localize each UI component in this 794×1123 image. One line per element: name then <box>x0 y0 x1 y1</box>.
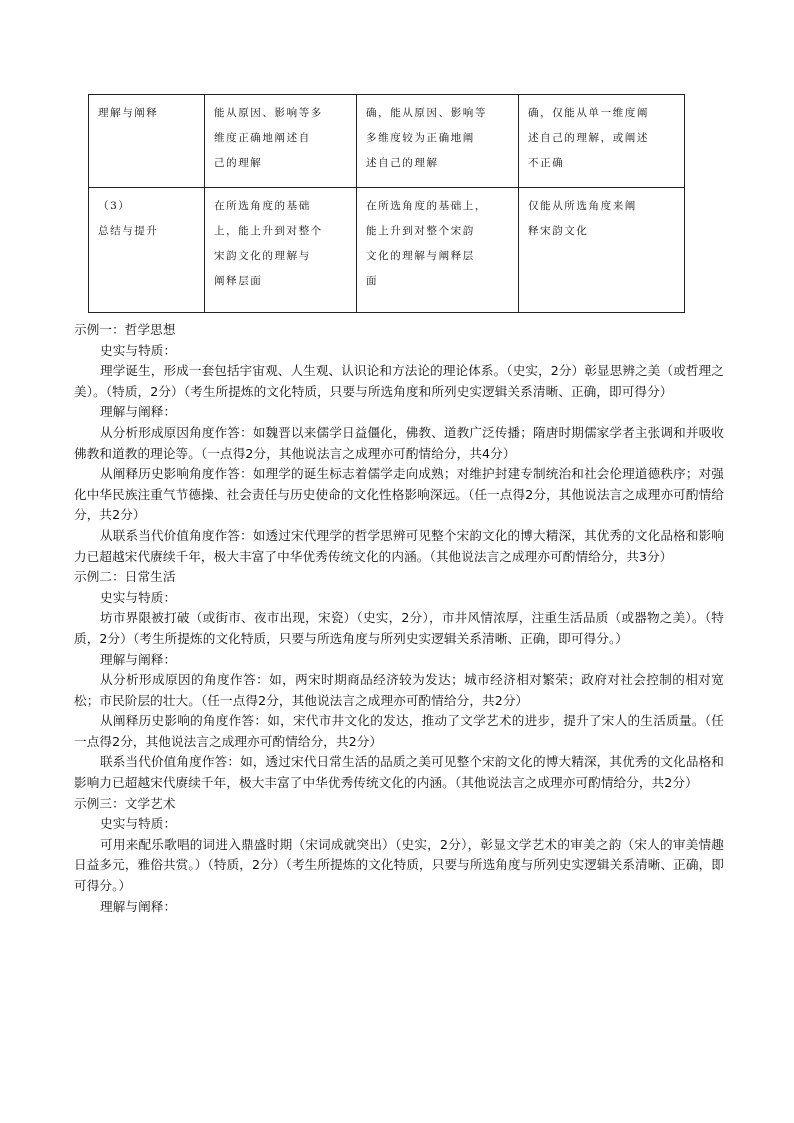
paragraph: 从阐释历史影响的角度作答：如，宋代市井文化的发达，推动了文学艺术的进步，提升了宋人的生活质量。（任一点得2分，其他说法言之成理亦可酌情给分，共2分） <box>74 713 724 749</box>
subheading: 史实与特质： <box>100 589 177 605</box>
paragraph: 从分析形成原因的角度作答：如，两宋时期商品经济较为发达；城市经济相对繁荣；政府对社会控制的相对宽松；市民阶层的壮大。（任一点得2分，其他说法言之成理亦可酌情给分，共2分） <box>74 672 724 708</box>
paragraph: 从阐释历史影响角度作答：如理学的诞生标志着儒学走向成熟；对维护封建专制统治和社会伦理道德秩序；对强化中华民族注重气节德操、社会责任与历史使命的文化性格影响深远。（任一点得2分，其他说法言之成理亦可酌情给分，共2分） <box>74 466 724 523</box>
answer-explanation <box>74 320 724 917</box>
example-title: 示例一：哲学思想 <box>74 322 176 337</box>
table-row <box>89 188 685 313</box>
paragraph: 从联系当代价值角度作答：如透过宋代理学的哲学思辨可见整个宋韵文化的博大精深，其优秀的文化品格和影响力已超越宋代赓续千年，极大丰富了中华优秀传统文化的内涵。（其他说法言之成理亦可酌情给分，共3分） <box>74 527 724 564</box>
subheading: 史实与特质： <box>100 342 177 358</box>
table-cell-level-1: 能从原因、影响等多 维度正确地阐述自 己的理解 <box>205 95 357 188</box>
paragraph: 可用来配乐歌唱的词进入鼎盛时期（宋词成就突出）（史实，2分），彰显文学艺术的审美之韵（宋人的审美情趣日益多元，雅俗共赏。）（特质，2分）（考生所提炼的文化特质，只要与所选角度与所列史实逻辑关系清晰、正确，即可得分。） <box>74 836 724 894</box>
subheading: 史实与特质： <box>100 816 177 832</box>
table-cell-level-1: 在所选角度的基础 上，能上升到对整个 宋韵文化的理解与 阐释层面 <box>205 188 357 313</box>
subheading: 理解与阐释： <box>100 651 177 667</box>
subheading: 理解与阐释： <box>100 898 177 914</box>
paragraph: 联系当代价值角度作答：如，透过宋代日常生活的品质之美可见整个宋韵文化的博大精深，其优秀的文化品格和影响力已超越宋代赓续千年，极大丰富了中华优秀传统文化的内涵。（其他说法言之成理亦可酌情给分，共2分） <box>74 754 724 791</box>
table-cell-criterion: （3） 总结与提升 <box>89 188 205 313</box>
table-cell-criterion: 理解与阐释 <box>89 95 205 188</box>
example-title: 示例三：文学艺术 <box>74 795 176 811</box>
paragraph: 从分析形成原因角度作答：如魏晋以来儒学日益僵化，佛教、道教广泛传播；隋唐时期儒家学者主张调和并吸收佛教和道教的理论等。（一点得2分，其他说法言之成理亦可酌情给分，共4分） <box>74 424 724 461</box>
subheading: 理解与阐释： <box>100 404 177 420</box>
table-cell-level-2: 确，能从原因、影响等 多维度较为正确地阐 述自己的理解 <box>357 95 519 188</box>
table-row <box>89 95 685 188</box>
example-title: 示例二：日常生活 <box>74 569 176 585</box>
paragraph: 理学诞生，形成一套包括宇宙观、人生观、认识论和方法论的理论体系。（史实，2分）彰显思辨之美（或哲理之美）。（特质，2分）（考生所提炼的文化特质，只要与所选角度和所列史实逻辑关系清晰、正确，即可得分） <box>74 363 724 399</box>
table-cell-level-3: 仅能从所选角度来阐 释宋韵文化 <box>519 188 685 313</box>
scoring-rubric-table <box>88 94 685 313</box>
table-cell-level-2: 在所选角度的基础上， 能上升到对整个宋韵 文化的理解与阐释层 面 <box>357 188 519 313</box>
table-cell-level-3: 确，仅能从单一维度阐 述自己的理解，或阐述 不正确 <box>519 95 685 188</box>
paragraph: 坊市界限被打破（或街市、夜市出现，宋瓷）（史实，2分），市井风情浓厚，注重生活品质（或器物之美）。（特质，2分）（考生所提炼的文化特质，只要与所选角度与所列史实逻辑关系清晰、正确，即可得分。） <box>74 610 724 646</box>
